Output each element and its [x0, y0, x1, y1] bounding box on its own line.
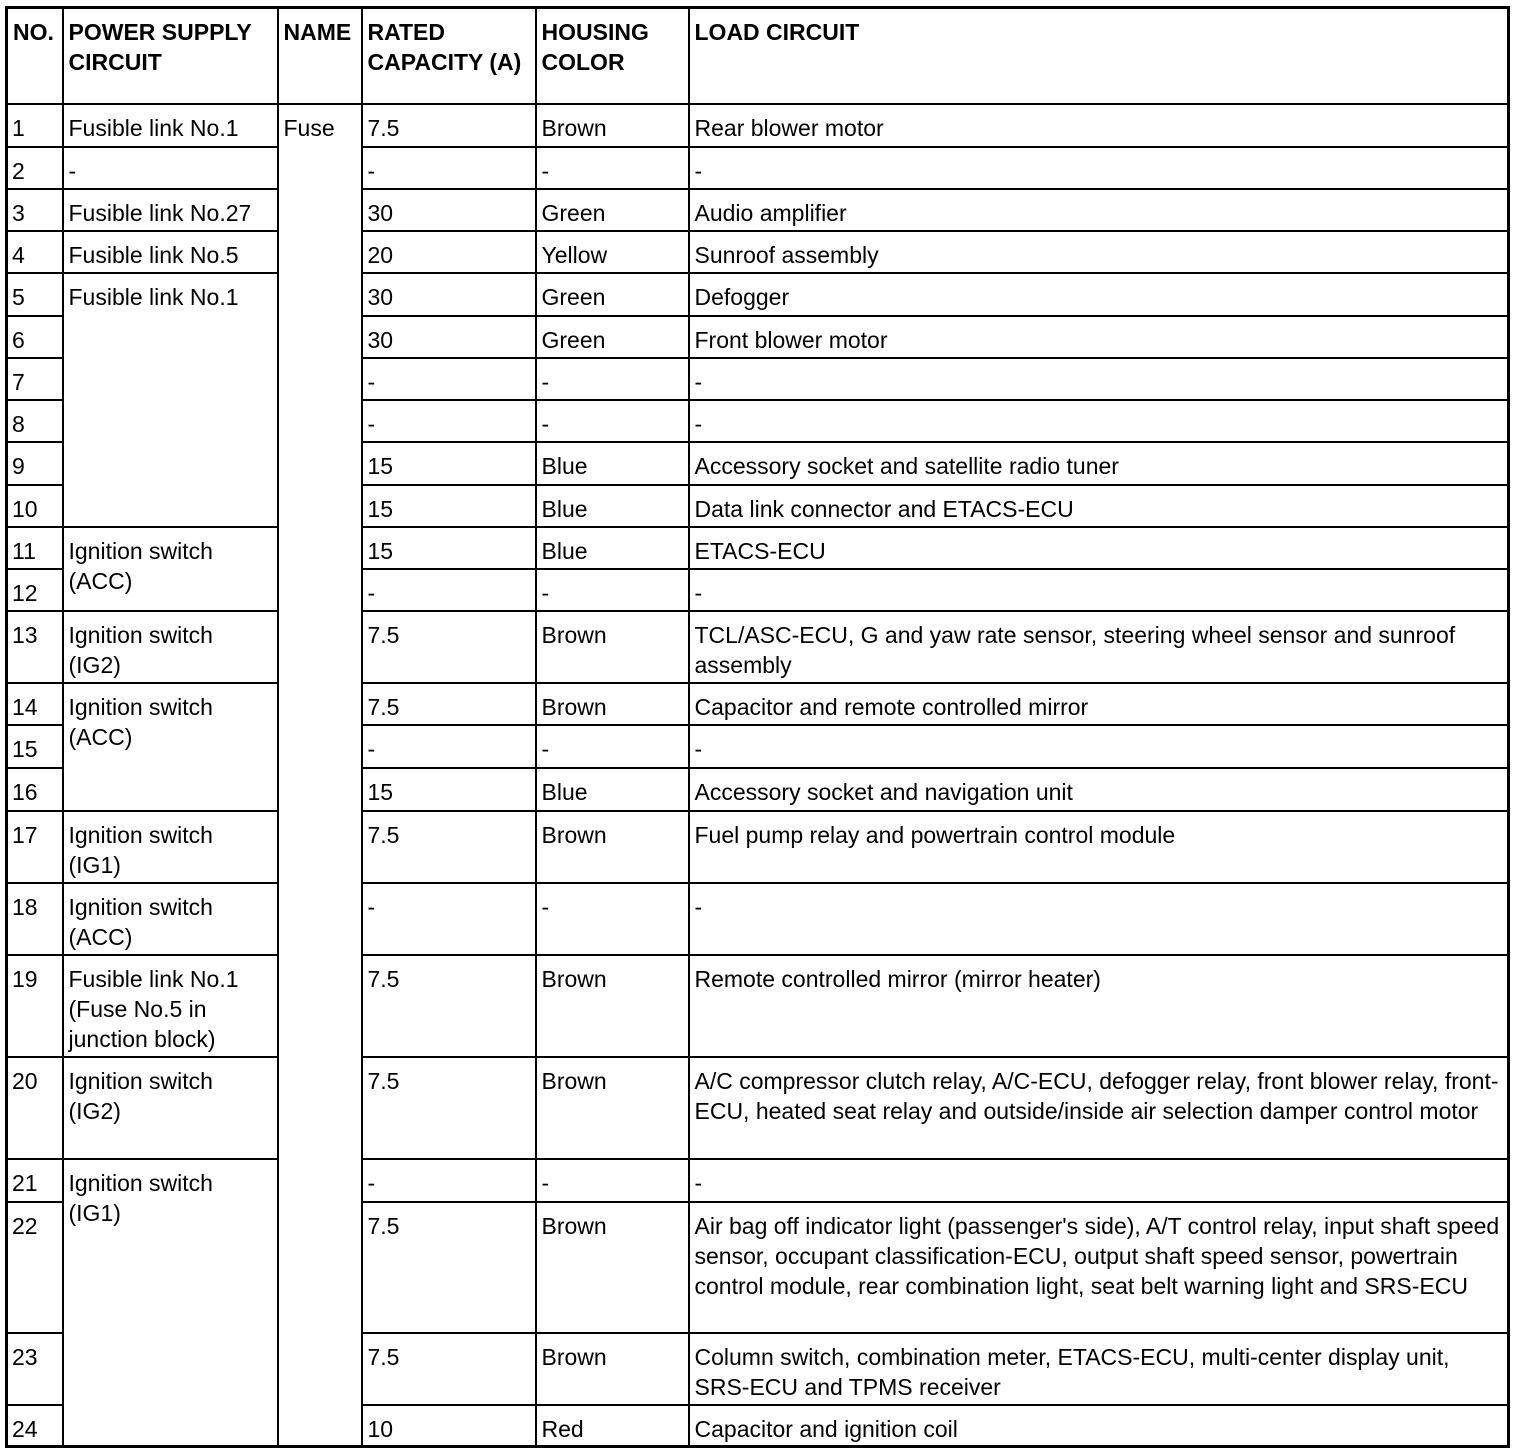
row-number: 12 — [7, 569, 63, 611]
row-number: 11 — [7, 527, 63, 569]
row-number: 20 — [7, 1057, 63, 1159]
load-cell: Sunroof assembly — [689, 231, 1509, 273]
color-cell: Brown — [536, 611, 689, 683]
load-cell: - — [689, 569, 1509, 611]
table-row — [7, 811, 1509, 883]
row-number: 16 — [7, 768, 63, 811]
color-cell: Brown — [536, 955, 689, 1057]
color-cell: Brown — [536, 1333, 689, 1405]
color-cell: Brown — [536, 683, 689, 725]
capacity-cell: 7.5 — [362, 611, 536, 683]
table-row — [7, 104, 1509, 147]
capacity-cell: - — [362, 569, 536, 611]
load-cell: - — [689, 725, 1509, 768]
name-cell: Fuse — [278, 104, 362, 1447]
capacity-cell: - — [362, 883, 536, 955]
capacity-cell: 30 — [362, 273, 536, 316]
table-row — [7, 1057, 1509, 1159]
color-cell: Green — [536, 189, 689, 231]
table-row — [7, 883, 1509, 955]
color-cell: Yellow — [536, 231, 689, 273]
table-row — [7, 189, 1509, 231]
row-number: 10 — [7, 485, 63, 527]
header-power-supply: POWER SUPPLY CIRCUIT — [63, 8, 278, 104]
load-cell: A/C compressor clutch relay, A/C-ECU, defogger relay, front blower relay, front-ECU, heated seat relay and outside/inside air selection damper control motor — [689, 1057, 1509, 1159]
header-load-circuit: LOAD CIRCUIT — [689, 8, 1509, 104]
power-supply-cell: Fusible link No.1 — [63, 104, 278, 147]
fuse-table — [5, 6, 1510, 1448]
power-supply-cell: Ignition switch (IG1) — [63, 1159, 278, 1447]
power-supply-cell: Ignition switch (ACC) — [63, 883, 278, 955]
load-cell: Audio amplifier — [689, 189, 1509, 231]
capacity-cell: 30 — [362, 316, 536, 358]
capacity-cell: 7.5 — [362, 683, 536, 725]
table-row — [7, 683, 1509, 725]
capacity-cell: 7.5 — [362, 1333, 536, 1405]
capacity-cell: - — [362, 400, 536, 442]
load-cell: - — [689, 883, 1509, 955]
row-number: 13 — [7, 611, 63, 683]
load-cell: Rear blower motor — [689, 104, 1509, 147]
power-supply-cell: Fusible link No.5 — [63, 231, 278, 273]
load-cell: Capacitor and remote controlled mirror — [689, 683, 1509, 725]
capacity-cell: 7.5 — [362, 811, 536, 883]
capacity-cell: 7.5 — [362, 104, 536, 147]
row-number: 6 — [7, 316, 63, 358]
row-number: 5 — [7, 273, 63, 316]
color-cell: - — [536, 358, 689, 400]
power-supply-cell: Fusible link No.1 — [63, 273, 278, 527]
load-cell: Accessory socket and satellite radio tuner — [689, 442, 1509, 485]
load-cell: - — [689, 1159, 1509, 1202]
capacity-cell: 20 — [362, 231, 536, 273]
table-row — [7, 273, 1509, 316]
capacity-cell: - — [362, 358, 536, 400]
capacity-cell: 30 — [362, 189, 536, 231]
load-cell: - — [689, 358, 1509, 400]
capacity-cell: - — [362, 725, 536, 768]
power-supply-cell: Ignition switch (ACC) — [63, 527, 278, 611]
power-supply-cell: Ignition switch (IG1) — [63, 811, 278, 883]
color-cell: - — [536, 569, 689, 611]
row-number: 18 — [7, 883, 63, 955]
table-row — [7, 231, 1509, 273]
color-cell: - — [536, 400, 689, 442]
color-cell: Red — [536, 1405, 689, 1447]
row-number: 2 — [7, 147, 63, 189]
load-cell: - — [689, 400, 1509, 442]
color-cell: Brown — [536, 104, 689, 147]
color-cell: Brown — [536, 811, 689, 883]
load-cell: Capacitor and ignition coil — [689, 1405, 1509, 1447]
load-cell: TCL/ASC-ECU, G and yaw rate sensor, steering wheel sensor and sunroof assembly — [689, 611, 1509, 683]
load-cell: Accessory socket and navigation unit — [689, 768, 1509, 811]
row-number: 8 — [7, 400, 63, 442]
color-cell: - — [536, 883, 689, 955]
color-cell: Blue — [536, 768, 689, 811]
load-cell: Column switch, combination meter, ETACS-ECU, multi-center display unit, SRS-ECU and TPMS receiver — [689, 1333, 1509, 1405]
capacity-cell: 15 — [362, 485, 536, 527]
capacity-cell: 7.5 — [362, 1057, 536, 1159]
row-number: 19 — [7, 955, 63, 1057]
color-cell: - — [536, 1159, 689, 1202]
capacity-cell: 7.5 — [362, 1202, 536, 1333]
color-cell: Green — [536, 316, 689, 358]
color-cell: Blue — [536, 485, 689, 527]
power-supply-cell: Ignition switch (ACC) — [63, 683, 278, 811]
row-number: 15 — [7, 725, 63, 768]
table-row — [7, 611, 1509, 683]
header-housing-color: HOUSING COLOR — [536, 8, 689, 104]
capacity-cell: - — [362, 147, 536, 189]
row-number: 23 — [7, 1333, 63, 1405]
row-number: 9 — [7, 442, 63, 485]
capacity-cell: 15 — [362, 442, 536, 485]
color-cell: Green — [536, 273, 689, 316]
load-cell: ETACS-ECU — [689, 527, 1509, 569]
load-cell: Defogger — [689, 273, 1509, 316]
color-cell: Brown — [536, 1057, 689, 1159]
header-name: NAME — [278, 8, 362, 104]
row-number: 7 — [7, 358, 63, 400]
color-cell: - — [536, 725, 689, 768]
load-cell: Remote controlled mirror (mirror heater) — [689, 955, 1509, 1057]
color-cell: Brown — [536, 1202, 689, 1333]
table-row — [7, 1159, 1509, 1202]
color-cell: - — [536, 147, 689, 189]
power-supply-cell: Ignition switch (IG2) — [63, 611, 278, 683]
load-cell: Fuel pump relay and powertrain control module — [689, 811, 1509, 883]
capacity-cell: 15 — [362, 768, 536, 811]
load-cell: Data link connector and ETACS-ECU — [689, 485, 1509, 527]
table-row — [7, 955, 1509, 1057]
power-supply-cell: Ignition switch (IG2) — [63, 1057, 278, 1159]
row-number: 22 — [7, 1202, 63, 1333]
header-rated-capacity: RATED CAPACITY (A) — [362, 8, 536, 104]
power-supply-cell: Fusible link No.1 (Fuse No.5 in junction block) — [63, 955, 278, 1057]
color-cell: Blue — [536, 442, 689, 485]
row-number: 17 — [7, 811, 63, 883]
capacity-cell: 7.5 — [362, 955, 536, 1057]
load-cell: Front blower motor — [689, 316, 1509, 358]
table-header-row — [7, 8, 1509, 104]
row-number: 14 — [7, 683, 63, 725]
power-supply-cell: Fusible link No.27 — [63, 189, 278, 231]
load-cell: - — [689, 147, 1509, 189]
header-no: NO. — [7, 8, 63, 104]
capacity-cell: 15 — [362, 527, 536, 569]
power-supply-cell: - — [63, 147, 278, 189]
table-row — [7, 147, 1509, 189]
row-number: 4 — [7, 231, 63, 273]
row-number: 3 — [7, 189, 63, 231]
color-cell: Blue — [536, 527, 689, 569]
row-number: 1 — [7, 104, 63, 147]
table-row — [7, 527, 1509, 569]
row-number: 24 — [7, 1405, 63, 1447]
row-number: 21 — [7, 1159, 63, 1202]
capacity-cell: - — [362, 1159, 536, 1202]
load-cell: Air bag off indicator light (passenger's side), A/T control relay, input shaft speed sensor, occupant classification-ECU, output shaft speed sensor, powertrain control module, rear combination light, seat belt warning light and SRS-ECU — [689, 1202, 1509, 1333]
capacity-cell: 10 — [362, 1405, 536, 1447]
